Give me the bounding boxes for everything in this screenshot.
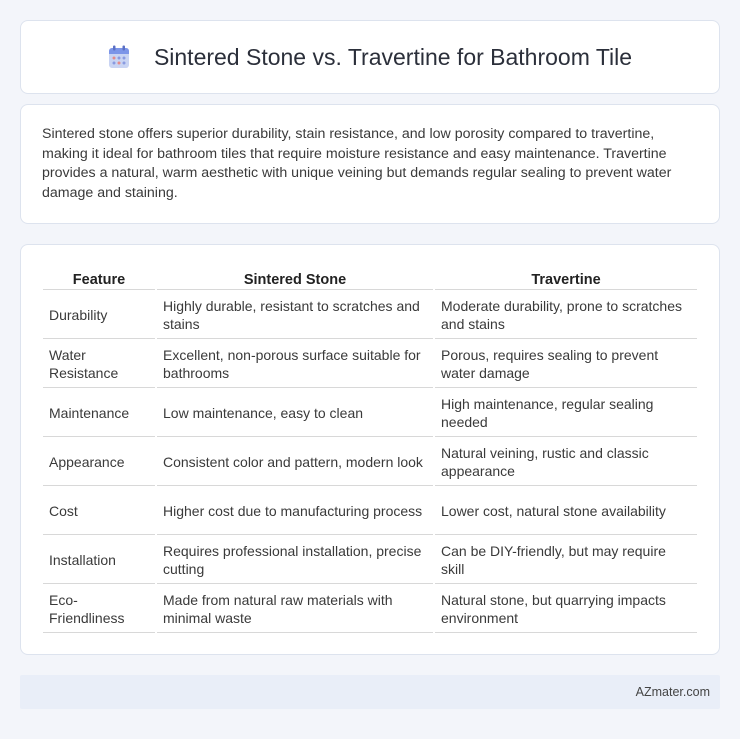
cell-feature: Installation xyxy=(43,537,155,584)
cell-travertine: Porous, requires sealing to prevent water damage xyxy=(435,341,697,388)
comparison-table xyxy=(41,265,699,635)
summary-card xyxy=(20,104,720,224)
cell-feature: Durability xyxy=(43,292,155,339)
table-row xyxy=(43,439,697,486)
title-card xyxy=(20,20,720,94)
cell-sintered: Made from natural raw materials with minimal waste xyxy=(157,586,433,633)
cell-sintered: Higher cost due to manufacturing process xyxy=(157,488,433,535)
table-row xyxy=(43,292,697,339)
table-row xyxy=(43,390,697,437)
cell-sintered: Consistent color and pattern, modern look xyxy=(157,439,433,486)
footer xyxy=(20,675,720,709)
cell-travertine: Natural veining, rustic and classic appearance xyxy=(435,439,697,486)
calendar-grid-icon xyxy=(108,45,130,69)
cell-feature: Maintenance xyxy=(43,390,155,437)
cell-feature: Water Resistance xyxy=(43,341,155,388)
header-feature: Feature xyxy=(43,267,155,290)
header-sintered-stone: Sintered Stone xyxy=(157,267,433,290)
page-title: Sintered Stone vs. Travertine for Bathroom Tile xyxy=(153,43,633,70)
footer-brand: AZmater.com xyxy=(635,685,710,699)
header-travertine: Travertine xyxy=(435,267,697,290)
cell-travertine: Moderate durability, prone to scratches and stains xyxy=(435,292,697,339)
cell-travertine: Can be DIY-friendly, but may require skill xyxy=(435,537,697,584)
cell-feature: Cost xyxy=(43,488,155,535)
cell-feature: Eco-Friendliness xyxy=(43,586,155,633)
comparison-table-card xyxy=(20,244,720,655)
table-row xyxy=(43,341,697,388)
cell-travertine: Natural stone, but quarrying impacts environment xyxy=(435,586,697,633)
cell-sintered: Highly durable, resistant to scratches and stains xyxy=(157,292,433,339)
summary-text: Sintered stone offers superior durability, stain resistance, and low porosity compared to travertine, making it ideal for bathroom tiles that require moisture resistance and easy maintenance. Travertine provides a natural, warm aesthetic with unique veining but demands regular sealing to prevent water damage and staining. xyxy=(42,126,672,201)
cell-feature: Appearance xyxy=(43,439,155,486)
table-row xyxy=(43,537,697,584)
table-row xyxy=(43,488,697,535)
cell-sintered: Low maintenance, easy to clean xyxy=(157,390,433,437)
cell-travertine: Lower cost, natural stone availability xyxy=(435,488,697,535)
table-header-row xyxy=(43,267,697,290)
table-row xyxy=(43,586,697,633)
cell-travertine: High maintenance, regular sealing needed xyxy=(435,390,697,437)
cell-sintered: Requires professional installation, precise cutting xyxy=(157,537,433,584)
cell-sintered: Excellent, non-porous surface suitable for bathrooms xyxy=(157,341,433,388)
